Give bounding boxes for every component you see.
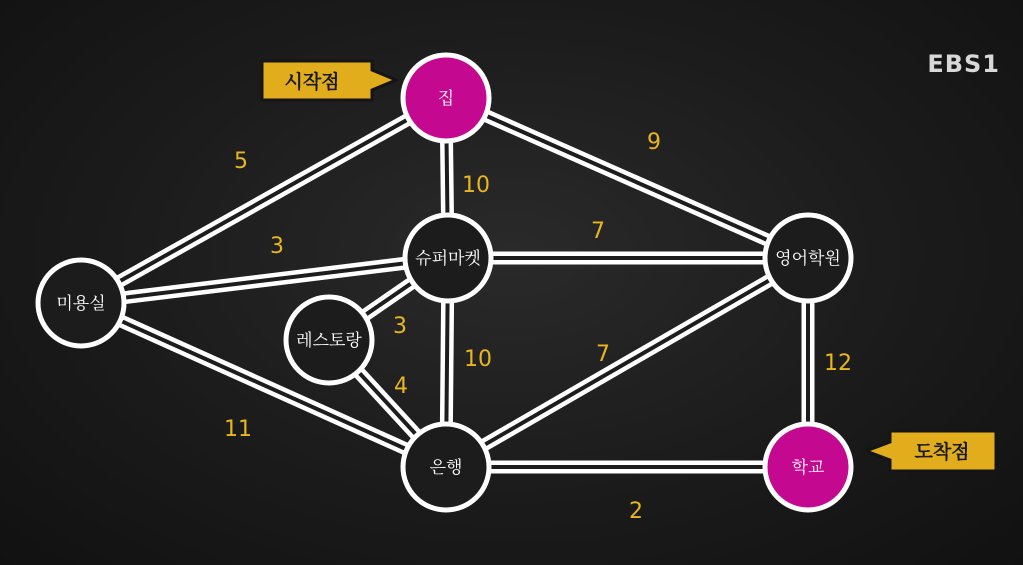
node-restaurant — [286, 297, 372, 383]
node-school — [765, 424, 851, 510]
start-callout — [262, 61, 396, 100]
ebs-logo: EBS1 — [927, 50, 1000, 78]
edge-weight-mart-bank: 10 — [464, 347, 492, 372]
edge-weight-home-academy: 9 — [647, 130, 661, 155]
end-callout — [866, 431, 996, 471]
node-label-school: 학교 — [791, 458, 825, 478]
node-label-restaurant: 레스토랑 — [296, 331, 362, 351]
edge-bank-academy — [446, 258, 808, 467]
edge-inner-line — [81, 98, 446, 303]
nodes-layer — [38, 55, 851, 510]
start-callout-label: 시작점 — [284, 71, 340, 93]
edge-weight-mart-academy: 7 — [591, 219, 605, 244]
edge-weight-home-mart: 10 — [462, 173, 490, 198]
edge-home-salon — [81, 98, 446, 303]
edge-weight-bank-academy: 7 — [596, 342, 610, 367]
edge-inner-line — [446, 98, 808, 258]
edge-weight-restaurant-mart: 3 — [393, 314, 407, 339]
node-label-mart: 슈퍼마켓 — [415, 249, 481, 269]
node-mart — [405, 215, 491, 301]
edge-weight-academy-school: 12 — [824, 351, 852, 376]
node-academy — [765, 215, 851, 301]
edge-inner-line — [81, 303, 446, 467]
node-home — [403, 55, 489, 141]
node-bank — [403, 424, 489, 510]
edge-weight-bank-school: 2 — [629, 499, 643, 524]
edge-weight-restaurant-bank: 4 — [394, 374, 408, 399]
edge-weight-salon-mart: 3 — [270, 234, 284, 259]
edge-inner-line — [446, 258, 808, 467]
end-callout-label: 도착점 — [914, 441, 970, 463]
node-label-bank: 은행 — [429, 458, 463, 478]
edge-home-academy — [446, 98, 808, 258]
node-label-home: 집 — [437, 89, 455, 109]
node-salon — [38, 260, 124, 346]
node-label-academy: 영어학원 — [775, 249, 841, 269]
edge-weight-salon-bank: 11 — [224, 417, 252, 442]
edge-weight-home-salon: 5 — [234, 149, 248, 174]
node-label-salon: 미용실 — [56, 294, 106, 314]
edge-salon-bank — [81, 303, 446, 467]
